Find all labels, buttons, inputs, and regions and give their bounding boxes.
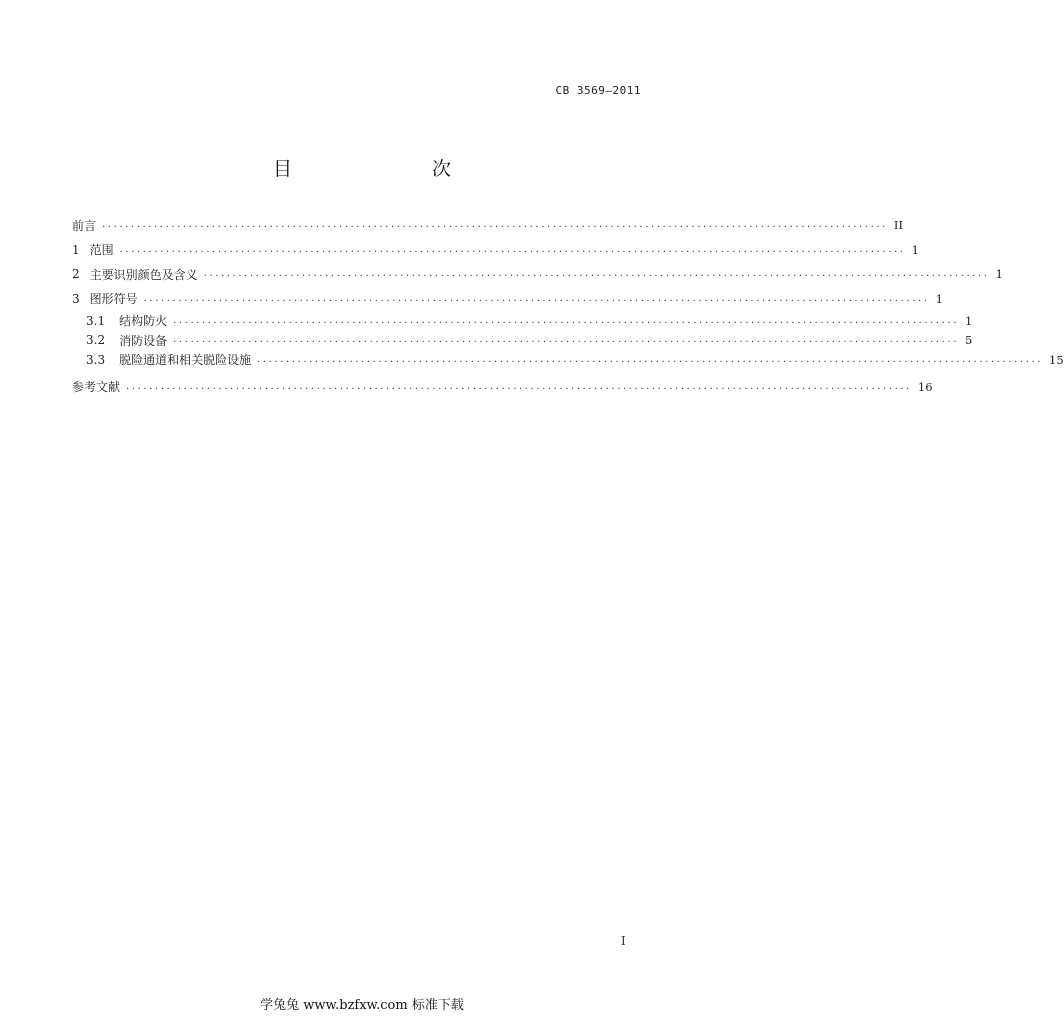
toc-number: 3: [72, 291, 80, 306]
toc-leader-dots: ........................................................................................................................................: [173, 334, 960, 346]
toc-entry-colors[interactable]: [72, 262, 1003, 287]
toc-page: 1: [995, 267, 1003, 282]
toc-entry-symbols[interactable]: [72, 287, 943, 312]
toc-label: 主要识别颜色及含义: [89, 267, 198, 282]
toc-number: 3.3: [86, 352, 106, 367]
toc-page: 16: [917, 379, 933, 394]
toc-label: 参考文献: [72, 380, 121, 395]
toc-entry-structural-fire-protection[interactable]: [72, 311, 973, 331]
toc-label: 消防设备: [119, 333, 168, 348]
toc-entry-scope[interactable]: [72, 238, 919, 263]
document-code: CB 3569—2011: [555, 84, 641, 97]
toc-label: 脱险通道和相关脱险设施: [119, 353, 252, 368]
toc-number: 3.1: [86, 313, 106, 328]
page-title: 目 次: [272, 158, 485, 180]
toc-entry-references[interactable]: [72, 375, 933, 400]
toc-page: 1: [965, 313, 973, 328]
toc-entry-fire-equipment[interactable]: [72, 331, 973, 351]
toc-leader-dots: ........................................................................................................................................: [102, 219, 888, 231]
toc-entry-escape-routes[interactable]: [72, 350, 1064, 370]
toc-leader-dots: ........................................................................................................................................: [173, 314, 960, 326]
footer-watermark: 学兔兔 www.bzfxw.com 标准下载: [260, 998, 464, 1013]
toc-label: 图形符号: [89, 292, 138, 307]
toc-label: 结构防火: [119, 314, 168, 329]
toc-number: 1: [72, 242, 80, 257]
toc-leader-dots: ........................................................................................................................................: [203, 268, 990, 280]
toc-number: 3.2: [86, 333, 106, 348]
toc-number: 2: [72, 267, 80, 282]
toc-leader-dots: ........................................................................................................................................: [143, 292, 930, 304]
toc-label: 范围: [89, 243, 114, 258]
toc-entry-foreword[interactable]: [72, 213, 904, 238]
toc-label: 前言: [72, 218, 97, 233]
toc-page: 5: [965, 333, 973, 348]
page-number: I: [621, 934, 626, 948]
toc-page: II: [893, 218, 904, 233]
toc-page: 15: [1049, 352, 1064, 367]
toc-leader-dots: ........................................................................................................................................: [257, 353, 1044, 365]
toc-leader-dots: ........................................................................................................................................: [126, 380, 912, 392]
toc-page: 1: [911, 242, 919, 257]
toc-page: 1: [935, 291, 943, 306]
toc-leader-dots: ........................................................................................................................................: [119, 243, 906, 255]
table-of-contents: [72, 213, 1064, 399]
